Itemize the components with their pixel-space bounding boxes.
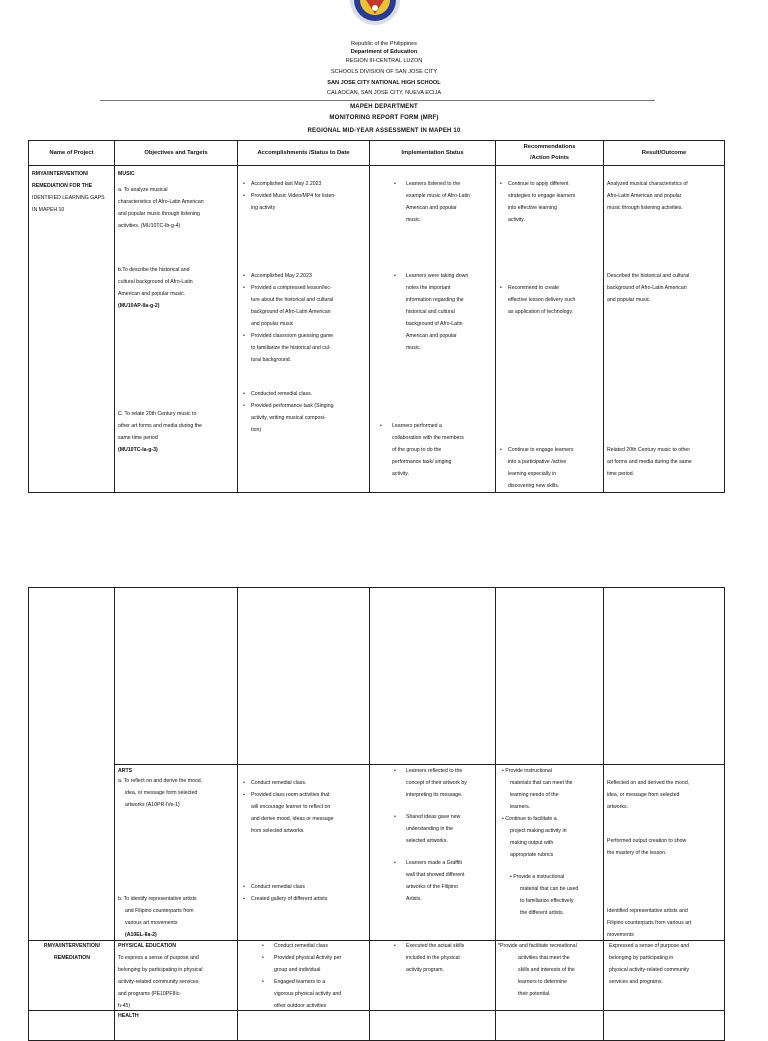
accomplishment-item: • Provided physical Activity per: [256, 953, 341, 965]
implementation-line: music.: [406, 345, 421, 351]
objective-line: artworks (A10PR-IVe-1): [125, 802, 180, 808]
accomplishment-item: • Conducted remedial class.: [241, 389, 312, 401]
empty-cell: [115, 588, 238, 765]
objective-line: cultural background of Afro-Latin: [118, 279, 193, 285]
recommendation-item: • Recommend to create: [498, 283, 559, 295]
objective-line: same time period: [118, 435, 158, 441]
empty-cell: [238, 588, 370, 765]
implementation-line: of the group to do the: [392, 447, 442, 453]
accomplishment-item: • Accomplished last May 2.2023: [241, 179, 321, 191]
recommendation-line: learning especially in: [508, 471, 557, 477]
monitoring-table-1: [28, 140, 725, 493]
objective-line: and programs (PE10PFIIIc-: [118, 991, 182, 997]
form-title: MONITORING REPORT FORM (MRF): [329, 115, 439, 121]
implementation-item: • Executed the actual skills: [388, 941, 464, 953]
implementation-line: music.: [406, 217, 421, 223]
header-line-3: REGION III-CENTRAL LUZON: [345, 58, 423, 64]
result-line: Related 20th Century music to other: [607, 447, 691, 453]
accomplishment-line: will encourage learner to reflect on: [251, 804, 331, 810]
accomplishment-item: • Engaged learners to a: [256, 977, 325, 989]
result-line: the mastery of the lesson.: [607, 850, 667, 856]
objective-line: a. To analyze musical: [118, 187, 168, 193]
implementation-line: historical and cultural: [406, 309, 455, 315]
accomplishment-line: from selected artworks.: [251, 828, 305, 834]
result-line: Identified representative artists and: [607, 908, 688, 914]
accomplishment-line: background of Afro-Latin American: [251, 309, 331, 315]
accomplishments-cell: [238, 166, 370, 493]
objective-line: activities. (MU10TC-Ib-g-4): [118, 223, 181, 229]
accomplishment-item: • Created gallery of different artists: [241, 894, 327, 906]
recommendation-line: learners.: [510, 804, 531, 810]
recommendation-line: *Provide and facilitate recreational: [498, 943, 577, 949]
project-cell-empty: [29, 588, 115, 941]
health-objectives-cell: [115, 1011, 238, 1041]
recommendation-line: • Provide instructional: [502, 768, 552, 774]
accomplishment-item: • Conduct remedial class.: [241, 778, 306, 790]
objective-line: and Filipino counterparts from: [125, 908, 194, 914]
music-heading: MUSIC: [118, 171, 135, 177]
empty-cell: [496, 1011, 604, 1041]
implementation-line: background of Afro-Latin: [406, 321, 463, 327]
pe-objectives-cell: [115, 941, 238, 1011]
health-heading: HEALTH: [118, 1013, 139, 1019]
objective-code: (A10EL-IIa-2): [125, 932, 157, 938]
objective-line: idea, or message form selected: [125, 790, 198, 796]
recommendation-line: discovering new skills.: [508, 483, 560, 489]
implementation-line: activity.: [392, 471, 409, 477]
arts-recommendations-cell: [496, 765, 604, 941]
implementation-line: interpreting its message.: [406, 792, 463, 798]
implementation-line: performance task/ singing: [392, 459, 452, 465]
objective-line: b. To identify representative artists: [118, 896, 197, 902]
accomplishment-item: • Provided a compressed lesson/lec-: [241, 283, 332, 295]
col-header-project: Name of Project: [29, 141, 115, 166]
implementation-line: information regarding the: [406, 297, 464, 303]
implementation-line: Artists.: [406, 896, 422, 902]
result-line: belonging by participating in: [609, 955, 674, 961]
objective-line: C. To relate 20th Century music to: [118, 411, 197, 417]
objective-line: activity-related community services: [118, 979, 199, 985]
objective-line: characteristics of Afro-Latin American: [118, 199, 204, 205]
objective-code: (MU10AP-IIa-g-2): [118, 303, 160, 309]
accomplishment-line: and derive mood, ideas or message: [251, 816, 334, 822]
accomplishment-line: tion): [251, 427, 262, 433]
result-line: Expressed a sense of purpose and: [609, 943, 690, 949]
empty-cell: [496, 588, 604, 765]
col-header-accomplishments: Accomplishments /Status to Date: [238, 141, 370, 166]
implementation-item: • Learners listened to the: [388, 179, 460, 191]
result-line: idea, or message from selected: [607, 792, 680, 798]
accomplishment-line: tural background.: [251, 357, 292, 363]
arts-implementation-cell: [370, 765, 496, 941]
objective-line: To express a sense of purpose and: [118, 955, 199, 961]
accomplishment-line: vigorous physical activity and: [274, 991, 342, 997]
result-line: Analyzed musical characteristics of: [607, 181, 688, 187]
implementation-line: activity program.: [406, 967, 445, 973]
recommendation-line: materials that can meet the: [510, 780, 573, 786]
arts-accomplishments-cell: [238, 765, 370, 941]
empty-cell: [604, 1011, 725, 1041]
implementation-line: notes the important: [406, 285, 451, 291]
objective-line: belonging by participating in physical: [118, 967, 203, 973]
header-line-4: SCHOOLS DIVISION OF SAN JOSE CITY: [330, 69, 438, 75]
accomplishment-item: • Provided classroom guessing game: [241, 331, 333, 343]
project-cell: [29, 166, 115, 493]
header-line-5: SAN JOSE CITY NATIONAL HIGH SCHOOL: [327, 80, 441, 86]
implementation-line: included in the physical: [406, 955, 460, 961]
result-line: and popular music.: [607, 297, 651, 303]
implementation-cell: [370, 166, 496, 493]
result-line: Performed output creation to show: [607, 838, 687, 844]
recommendation-line: learners to determine: [518, 979, 568, 985]
objectives-cell: [115, 166, 238, 493]
empty-cell: [370, 1011, 496, 1041]
implementation-line: American and popular: [406, 333, 457, 339]
pe-recommendations-cell: [496, 941, 604, 1011]
objective-line: a. To reflect on and derive the mood,: [118, 778, 203, 784]
implementation-item: • Learners performed a: [374, 421, 442, 433]
accomplishment-line: to familiarize the historical and cul-: [251, 345, 331, 351]
pe-heading: PHYSICAL EDUCATION: [118, 943, 177, 949]
recommendation-line: appropriate rubrics: [510, 852, 554, 858]
objective-line: h-45): [118, 1003, 131, 1009]
project-line: IDENTIFIED LEARNING GAPS: [32, 195, 105, 201]
recommendation-line: to familiarize effectively: [520, 898, 574, 904]
header-rule: [100, 100, 655, 101]
objective-code: (MU10TC-Ia-g-3): [118, 447, 158, 453]
arts-result-cell: [604, 765, 725, 941]
implementation-line: concept of their artwork by: [406, 780, 467, 786]
accomplishment-item: • Provided performance task (Singing: [241, 401, 333, 413]
implementation-item: • Learners made a Graffiti: [388, 858, 462, 870]
empty-cell: [370, 588, 496, 765]
result-line: services and programs.: [609, 979, 663, 985]
implementation-item: • Learners reflected to the: [388, 766, 462, 778]
recommendation-item: • Continue to engage learners: [498, 445, 573, 457]
department-title: MAPEH DEPARTMENT: [350, 104, 418, 110]
accomplishment-line: ture about the historical and cultural: [251, 297, 334, 303]
col-header-objectives: Objectives and Targets: [115, 141, 238, 166]
recommendations-header-text: Recommendations /Action Points: [523, 144, 576, 161]
header-line-2: Department of Education: [350, 49, 418, 55]
header-line-1: Republic of the Philippines: [351, 41, 417, 47]
accomplishment-item: • Conduct remedial class: [241, 882, 305, 894]
accomplishment-item: • Provided class room activities that: [241, 790, 329, 802]
project-line: IN MAPEH 10: [32, 207, 65, 213]
pe-project-cell: [29, 941, 115, 1011]
monitoring-table-2: [28, 587, 725, 1041]
recommendation-line: their potential.: [518, 991, 551, 997]
recommendation-line: into a participative /active: [508, 459, 567, 465]
recommendation-line: learning needs of the: [510, 792, 559, 798]
pe-project-line: REMEDIATION: [54, 955, 90, 961]
result-line: Reflected on and derived the mood,: [607, 780, 690, 786]
pe-implementation-cell: [370, 941, 496, 1011]
result-line: art forms and media during the same: [607, 459, 692, 465]
implementation-item: • Learners were taking down: [388, 271, 468, 283]
result-line: time period.: [607, 471, 635, 477]
accomplishment-line: ing activity: [251, 205, 276, 211]
health-project-cell: [29, 1011, 115, 1041]
project-line: REMEDIATION FOR THE: [32, 183, 93, 189]
recommendation-item: • Continue to apply different: [498, 179, 568, 191]
empty-cell: [604, 588, 725, 765]
project-line: RMYA/INTERVENTION/: [32, 171, 89, 177]
recommendation-line: into effective learning: [508, 205, 557, 211]
recommendation-line: as application of technology.: [508, 309, 574, 315]
recommendation-line: project making activity in: [510, 828, 567, 834]
recommendation-line: • Provide a instructional: [510, 874, 565, 880]
empty-cell: [238, 1011, 370, 1041]
recommendation-line: the different artists.: [520, 910, 565, 916]
implementation-item: • Shared ideas gave new: [388, 812, 460, 824]
recommendation-line: skills and interests of the: [518, 967, 575, 973]
implementation-line: wall that showed different: [406, 872, 465, 878]
result-cell: [604, 166, 725, 493]
pe-project-line: RMYA/INTERVENTION/: [43, 943, 101, 949]
result-line: movements: [607, 932, 634, 938]
result-line: artworks.: [607, 804, 629, 810]
result-line: Afro-Latin American and popular: [607, 193, 682, 199]
recommendation-line: • Continue to facilitate a: [502, 816, 557, 822]
objective-line: other art forms and media during the: [118, 423, 202, 429]
header-line-6: CALAOCAN, SAN JOSE CITY, NUEVA ECIJA: [326, 90, 442, 96]
pe-result-cell: [604, 941, 725, 1011]
recommendations-cell: [496, 166, 604, 493]
recommendation-line: activity.: [508, 217, 525, 223]
implementation-line: selected artworks.: [406, 838, 448, 844]
pe-accomplishments-cell: [238, 941, 370, 1011]
arts-objectives-cell: [115, 765, 238, 941]
objective-line: and popular music through listening: [118, 211, 200, 217]
accomplishment-line: activity, writing musical composi-: [251, 415, 326, 421]
implementation-line: collaboration with the members: [392, 435, 464, 441]
accomplishment-line: group and individual: [274, 967, 321, 973]
accomplishment-line: and popular music: [251, 321, 294, 327]
recommendation-line: activities that meet the: [518, 955, 570, 961]
col-header-implementation: Implementation Status: [370, 141, 496, 166]
objective-line: American and popular music.: [118, 291, 186, 297]
recommendation-line: effective lesson delivery such: [508, 297, 576, 303]
result-line: physical activity-related community: [609, 967, 690, 973]
accomplishment-line: other outdoor activities: [274, 1003, 327, 1009]
recommendation-line: material that can be used: [520, 886, 579, 892]
col-header-result: Result/Outcome: [604, 141, 725, 166]
result-line: Described the historical and cultural: [607, 273, 690, 279]
implementation-line: example music of Afro-Latin: [406, 193, 471, 199]
implementation-line: American and popular: [406, 205, 457, 211]
accomplishment-item: • Conduct remedial class: [256, 941, 328, 953]
implementation-line: understanding in the: [406, 826, 454, 832]
result-line: background of Afro-Latin American: [607, 285, 687, 291]
accomplishment-item: • Provided Music Video/MP4 for listen-: [241, 191, 336, 203]
result-line: music through listening activities.: [607, 205, 683, 211]
assessment-title: REGIONAL MID-YEAR ASSESSMENT IN MAPEH 10: [307, 128, 461, 134]
objective-line: b.To describe the historical and: [118, 267, 190, 273]
accomplishment-item: • Accomplished May 2.2023: [241, 271, 312, 283]
arts-heading: ARTS: [118, 768, 133, 774]
recommendation-line: making output with: [510, 840, 554, 846]
objective-line: various art movements: [125, 920, 178, 926]
result-line: Filipino counterparts from various art: [607, 920, 692, 926]
recommendation-line: strategies to engage learners: [508, 193, 576, 199]
col-header-recommendations: [496, 141, 604, 166]
implementation-line: artworks of the Filipino: [406, 884, 458, 890]
